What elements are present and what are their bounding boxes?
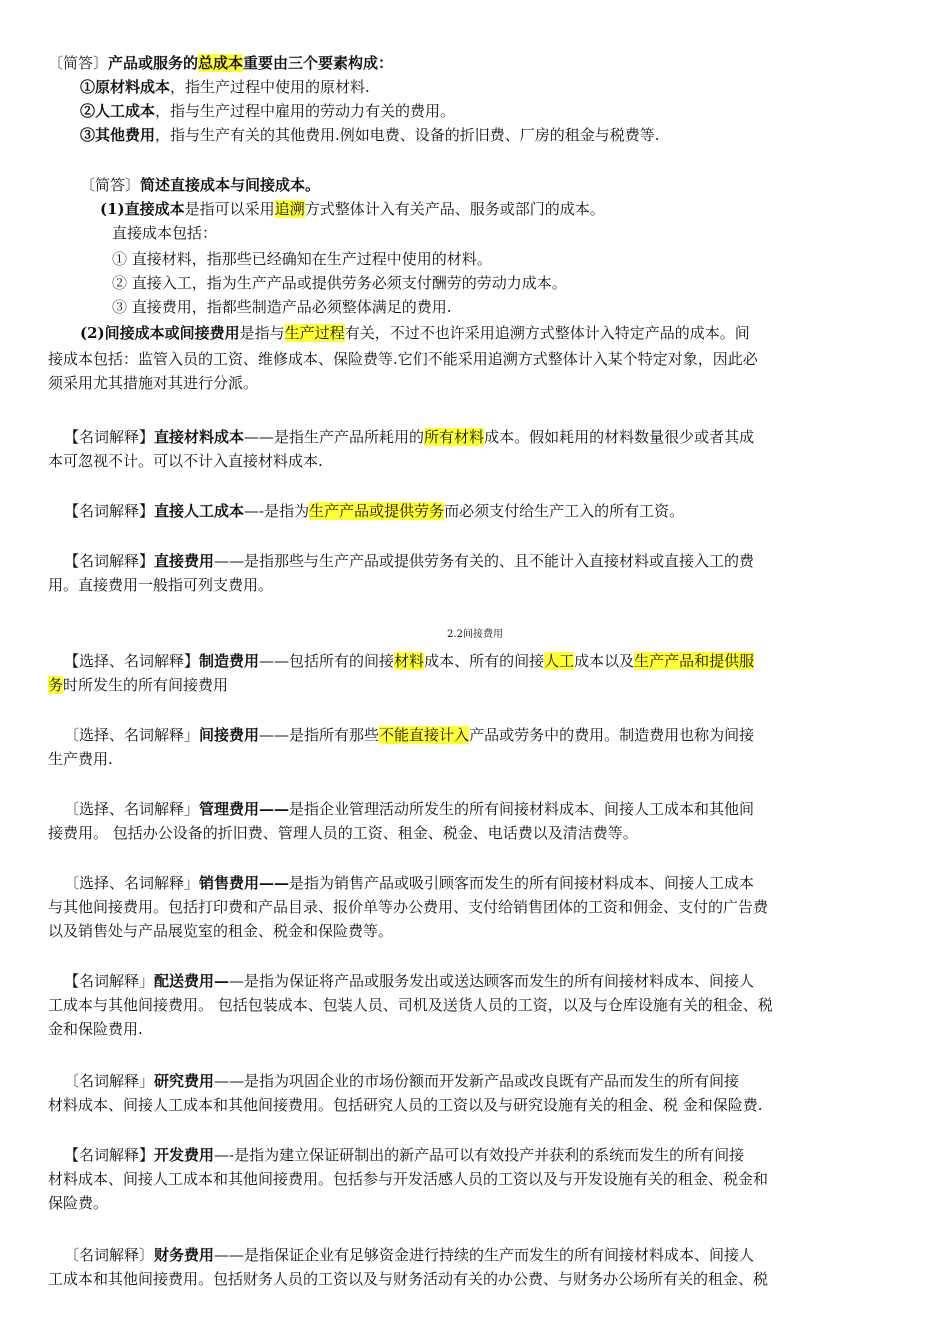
term-text: 而必须支付给生产工入的所有工资。 xyxy=(444,502,685,520)
block1-item-2 xyxy=(80,100,455,124)
term-highlight: 生产产品和提供服 xyxy=(634,652,755,670)
block2-para2 xyxy=(80,322,750,346)
block13-line2: 工成本和其他间接费用。包括财务人员的工资以及与财务活动有关的办公费、与财务办公场所有关的租金、税 xyxy=(48,1270,769,1288)
item-desc: ，指生产过程中使用的原材料. xyxy=(170,78,370,96)
block1-item-1 xyxy=(80,76,370,100)
block3-line2: 本可忽视不计。可以不计入直接材料成本. xyxy=(48,452,323,470)
term-tag: 【名词解释】 xyxy=(64,1146,155,1164)
term-title: 开发费用 xyxy=(154,1146,215,1164)
block2-subitem-3: ③ 直接费用，指都些制造产品必须整体满足的费用. xyxy=(112,298,452,316)
term-title: 财务费用 xyxy=(154,1246,215,1264)
item-number: ③ xyxy=(80,126,96,144)
term-text: ——是指那些与生产产品或提供劳务有关的、且不能计入直接材料或直接入工的费 xyxy=(214,552,755,570)
block2-tag: 〔简答〕 xyxy=(80,176,141,194)
term-text: ——是指为巩固企业的市场份额而开发新产品或改良既有产品而发生的所有间接 xyxy=(214,1072,740,1090)
block8-line2: 接费用。 包括办公设备的折旧费、管理人员的工资、租金、税金、电话费以及清洁费等。 xyxy=(48,824,638,842)
block1-title-pre: 产品或服务的 xyxy=(108,54,199,72)
term-highlight: 人工 xyxy=(544,652,575,670)
term-tag: 【名词解释】 xyxy=(64,552,155,570)
term-tag: 〔选择、名词解释」 xyxy=(64,800,200,818)
item-term: 其他费用 xyxy=(95,126,156,144)
term-tag: 〔名词解释〕 xyxy=(64,1246,155,1264)
term-title: 直接费用 xyxy=(154,552,215,570)
para-term: 直接成本 xyxy=(124,200,185,218)
term-text: ——是指生产产品所耗用的 xyxy=(244,428,425,446)
block2-subitem-2: ② 直接入工，指为生产产品或提供劳务必须支付酬劳的劳动力成本。 xyxy=(112,274,567,292)
block2-heading xyxy=(80,174,320,198)
term-highlight: 务 xyxy=(48,676,64,694)
term-title: 直接人工成本 xyxy=(154,502,245,520)
term-tag: 【名词解释】 xyxy=(64,428,155,446)
para-text: 方式整体计入有关产品、服务或部门的成本。 xyxy=(304,200,605,218)
item-term: 人工成本 xyxy=(95,102,156,120)
block11-line1 xyxy=(64,1070,739,1094)
block9-line1 xyxy=(64,872,754,896)
block2-includes: 直接成本包括： xyxy=(112,224,218,242)
term-tag: 【名词解释」 xyxy=(64,972,155,990)
term-text: —-是指为 xyxy=(244,502,310,520)
block9-line3: 以及销售处与产品展览室的租金、税金和保险费等。 xyxy=(48,922,394,940)
para-number: (2) xyxy=(80,324,105,342)
section-title: 2.2间接费用 xyxy=(447,629,503,640)
block10-line1 xyxy=(64,970,754,994)
term-text: 成本。假如耗用的材料数量很少或者其成 xyxy=(484,428,755,446)
block3-line1 xyxy=(64,426,754,450)
term-title: 销售费用—— xyxy=(199,874,290,892)
block2-para2-line3: 须采用尤其措施对其进行分派。 xyxy=(48,374,259,392)
term-title: 制造费用 xyxy=(199,652,260,670)
term-tag: 【选择、名词解释】 xyxy=(64,652,200,670)
term-text: 是指企业管理活动所发生的所有间接材料成本、间接人工成本和其他间 xyxy=(289,800,755,818)
para-text: 有关，不过不也许采用追溯方式整体计入特定产品的成本。间 xyxy=(344,324,750,342)
block2-title: 简述直接成本与间接成本。 xyxy=(140,176,321,194)
item-term: 原材料成本 xyxy=(95,78,171,96)
para-highlight: 追溯 xyxy=(274,200,305,218)
block7-line2: 生产费用. xyxy=(48,750,113,768)
block10-line3: 金和保险费用. xyxy=(48,1020,143,1038)
term-title: 配送费用— xyxy=(154,972,230,990)
block11-line2: 材料成本、间接人工成本和其他间接费用。包括研究人员的工资以及与研究设施有关的租金、税 金和保险费. xyxy=(48,1096,763,1114)
para-term: 间接成本或间接费用 xyxy=(104,324,240,342)
term-title: 管理费用—— xyxy=(199,800,290,818)
term-highlight: 生产产品或提供劳务 xyxy=(309,502,445,520)
term-title: 研究费用 xyxy=(154,1072,215,1090)
term-title: 间接费用 xyxy=(199,726,260,744)
block6-line1 xyxy=(64,650,754,674)
term-highlight: 所有材料 xyxy=(424,428,485,446)
term-tag: 〔选择、名词解释」 xyxy=(64,874,200,892)
para-text: 是指可以采用 xyxy=(184,200,275,218)
term-highlight: 材料 xyxy=(394,652,425,670)
block1-title-highlight: 总成本 xyxy=(198,54,244,72)
block4-line1 xyxy=(64,500,684,524)
block1-heading xyxy=(48,52,393,76)
item-desc: ，指与生产过程中雇用的劳动力有关的费用。 xyxy=(155,102,456,120)
term-title: 直接材料成本 xyxy=(154,428,245,446)
block13-line1 xyxy=(64,1244,754,1268)
term-text: ——是指所有那些 xyxy=(259,726,380,744)
term-text: 是指为销售产品或吸引顾客而发生的所有间接材料成本、间接人工成本 xyxy=(289,874,755,892)
block12-line1 xyxy=(64,1144,744,1168)
item-desc: ，指与生产有关的其他费用.例如电费、设备的折旧费、厂房的租金与税费等. xyxy=(155,126,660,144)
term-tag: 〔名词解释」 xyxy=(64,1072,155,1090)
term-text: 时所发生的所有间接费用 xyxy=(63,676,229,694)
term-highlight: 不能直接计入 xyxy=(379,726,470,744)
term-text: —-是指为建立保证研制出的新产品可以有效投产并获利的系统而发生的所有间接 xyxy=(214,1146,745,1164)
para-number: (1) xyxy=(100,200,125,218)
block8-line1 xyxy=(64,798,754,822)
block1-title-post: 重要由三个要素构成： xyxy=(243,54,394,72)
block6-line2 xyxy=(48,674,228,698)
block2-subitem-1: ① 直接材料，指那些已经确知在生产过程中使用的材料。 xyxy=(112,250,492,268)
term-text: ——包括所有的间接 xyxy=(259,652,395,670)
block2-para2-line2: 接成本包括：监管入员的工资、维修成本、保险费等.它们不能采用追溯方式整体计入某个特定对象，因此必 xyxy=(48,350,758,368)
block1-tag: 〔简答〕 xyxy=(48,54,109,72)
term-tag: 〔选择、名词解释」 xyxy=(64,726,200,744)
block7-line1 xyxy=(64,724,754,748)
block2-para1 xyxy=(100,198,605,222)
block5-line2: 用。直接费用一般指可列支费用。 xyxy=(48,576,274,594)
term-tag: 【名词解释】 xyxy=(64,502,155,520)
para-text: 是指与 xyxy=(239,324,285,342)
item-number: ② xyxy=(80,102,96,120)
block12-line3: 保险费。 xyxy=(48,1194,109,1212)
term-text: 成本、所有的间接 xyxy=(424,652,545,670)
item-number: ① xyxy=(80,78,96,96)
block5-line1 xyxy=(64,550,754,574)
para-highlight: 生产过程 xyxy=(284,324,345,342)
term-text: ——是指保证企业有足够资金进行持续的生产而发生的所有间接材料成本、间接人 xyxy=(214,1246,755,1264)
term-text: 产品或劳务中的费用。制造费用也称为间接 xyxy=(469,726,755,744)
block10-line2: 工成本与其他间接费用。 包括包装成本、包装人员、司机及送货人员的工资，以及与仓库设施有关的租金、税 xyxy=(48,996,773,1014)
block9-line2: 与其他间接费用。包括打印费和产品目录、报价单等办公费用、支付给销售团体的工资和佣金、支付的广告费 xyxy=(48,898,769,916)
block1-item-3 xyxy=(80,124,660,148)
term-text: 成本以及 xyxy=(574,652,635,670)
term-text: —是指为保证将产品或服务发出或送达顾客而发生的所有间接材料成本、间接人 xyxy=(229,972,755,990)
block12-line2: 材料成本、间接人工成本和其他间接费用。包括参与开发活感人员的工资以及与开发设施有关的租金、税金和 xyxy=(48,1170,769,1188)
